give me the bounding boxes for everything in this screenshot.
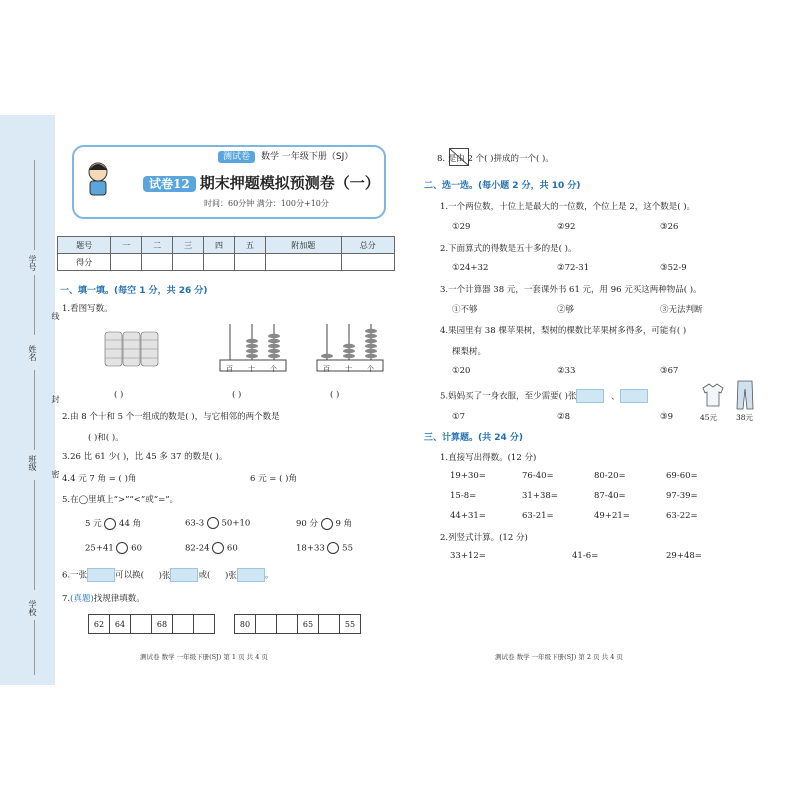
choice-5: 5.妈妈买了一身衣服，至少需要( )张 、 [440, 389, 648, 403]
vertical-calc-item[interactable]: 41-6= [572, 551, 599, 561]
place-label: 个 [270, 365, 277, 373]
banknote-icon [170, 568, 198, 582]
section-1-heading: 一、填一填。(每空 1 分，共 26 分) [60, 286, 208, 296]
section-2-heading: 二、选一选。(每小题 2 分，共 10 分) [424, 181, 581, 191]
page-title [143, 172, 380, 193]
choice-4-cont: 棵梨树。 [452, 347, 487, 357]
place-label: 十 [345, 365, 352, 373]
compare-item: 82-24 60 [185, 543, 238, 554]
side-label-line: 线 [51, 312, 60, 320]
side-rule [34, 480, 35, 590]
calc-item[interactable]: 63-22= [666, 511, 698, 521]
compare-item: 63-3 50+10 [185, 518, 251, 529]
answer-blank[interactable]: ( ) [232, 390, 242, 400]
series-tag: 测试卷 [218, 151, 255, 163]
answer-blank[interactable]: ( ) [114, 390, 124, 400]
choice-4: 4.果园里有 38 棵苹果树，梨树的棵数比苹果树多得多，可能有( ) [440, 326, 687, 336]
banknote-icon [87, 568, 115, 582]
exam-meta: 时间：60分钟 满分：100分+10分 [204, 199, 329, 208]
score-header: 四 [204, 237, 235, 254]
choice-option[interactable]: ③9 [660, 412, 674, 422]
page-1-footer: 测试卷 数学 一年级下册(SJ) 第 1 页 共 4 页 [140, 653, 268, 661]
score-header: 题号 [58, 237, 111, 254]
choice-option[interactable]: ③26 [660, 222, 679, 232]
side-rule [34, 370, 35, 450]
choice-option[interactable]: ②72-31 [557, 263, 590, 273]
seq-cell: 68 [152, 615, 173, 634]
section-3-heading: 三、计算题。(共 24 分) [424, 433, 524, 443]
series-text: 数学 一年级下册（SJ） [261, 152, 354, 162]
choice-3: 3.一个计算器 38 元，一套课外书 61 元，用 96 元买这两种物品( )。 [440, 285, 702, 295]
score-cell[interactable] [142, 254, 173, 271]
place-label: 百 [323, 365, 330, 373]
question-2: 2.由 8 个十和 5 个一组成的数是( )，与它相邻的两个数是 [62, 412, 280, 422]
stick-bundles-icon [104, 330, 159, 368]
score-header: 附加题 [265, 237, 341, 254]
calc-item[interactable]: 19+30= [450, 471, 486, 481]
side-rule [34, 275, 35, 335]
compare-item: 18+33 55 [296, 543, 353, 554]
compare-item: 5 元 44 角 [85, 519, 142, 529]
choice-2: 2.下面算式的得数是五十多的是( )。 [440, 244, 577, 254]
score-table [57, 236, 395, 271]
compare-circle[interactable] [327, 542, 339, 554]
choice-1: 1.一个两位数，十位上是最大的一位数，个位上是 2，这个数是( )。 [440, 202, 696, 212]
choice-option[interactable]: ②8 [557, 412, 571, 422]
shirt-price: 45元 [700, 413, 718, 422]
score-header: 二 [142, 237, 173, 254]
side-label-name: 姓名 [28, 345, 37, 361]
compare-item: 25+41 60 [85, 543, 142, 554]
trousers-price: 38元 [736, 413, 754, 422]
question-2-cont: ( )和( )。 [88, 433, 124, 443]
score-header: 一 [111, 237, 142, 254]
banknote-icon [237, 568, 265, 582]
compare-circle[interactable] [104, 518, 116, 530]
seq-cell: 65 [298, 615, 319, 634]
side-rule [34, 620, 35, 675]
calc-item[interactable]: 44+31= [450, 511, 486, 521]
calc-item[interactable]: 97-39= [666, 491, 698, 501]
side-label-secret: 密 [51, 470, 60, 478]
choice-option[interactable]: ③52-9 [660, 263, 687, 273]
seq-cell[interactable] [194, 615, 215, 634]
calc-item[interactable]: 63-21= [522, 511, 554, 521]
score-header: 总分 [341, 237, 394, 254]
vertical-calc-item[interactable]: 33+12= [450, 551, 486, 561]
calc-item[interactable]: 76-40= [522, 471, 554, 481]
question-3: 3.26 比 61 少( )，比 45 多 37 的数是( )。 [62, 452, 228, 462]
score-header: 五 [234, 237, 265, 254]
shirt-icon [700, 382, 726, 408]
cartoon-kid-icon [78, 158, 118, 198]
seq-cell: 55 [340, 615, 361, 634]
score-cell[interactable] [341, 254, 394, 271]
choice-option[interactable]: ①不够 [452, 305, 478, 315]
sequence-table-1 [88, 614, 215, 634]
calc-part-1: 1.直接写出得数。(12 分) [440, 453, 537, 463]
seq-cell[interactable] [173, 615, 194, 634]
calc-part-2: 2.列竖式计算。(12 分) [440, 533, 528, 543]
trousers-icon [736, 380, 754, 410]
question-6: 6.一张 可以换( )张 或( )张 。 [62, 568, 273, 582]
question-5: 5.在◯里填上“>”“<”或“=”。 [62, 495, 179, 505]
question-7: 7.(真题)找规律填数。 [62, 594, 145, 604]
sequence-table-2 [234, 614, 361, 634]
paper-number: 试卷12 [143, 176, 196, 192]
compare-circle[interactable] [207, 517, 219, 529]
score-cell[interactable] [234, 254, 265, 271]
score-cell[interactable] [265, 254, 341, 271]
seq-cell[interactable] [319, 615, 340, 634]
title-text: 期末押题模拟预测卷（一） [199, 174, 380, 192]
score-cell[interactable] [111, 254, 142, 271]
side-label-class: 班级 [28, 455, 37, 471]
choice-option[interactable]: ②33 [557, 366, 576, 376]
banknote-icon [576, 389, 604, 403]
score-header: 三 [173, 237, 204, 254]
seq-cell[interactable] [277, 615, 298, 634]
calc-item[interactable]: 80-20= [594, 471, 626, 481]
compare-circle[interactable] [321, 518, 333, 530]
calc-item[interactable]: 49+21= [594, 511, 630, 521]
place-label: 个 [367, 365, 374, 373]
score-cell[interactable] [173, 254, 204, 271]
vertical-calc-item[interactable]: 29+48= [666, 551, 702, 561]
place-label: 百 [226, 365, 233, 373]
choice-option[interactable]: ②92 [557, 222, 576, 232]
question-4a: 4.4 元 7 角 = ( )角 [62, 474, 137, 484]
compare-circle[interactable] [212, 542, 224, 554]
side-label-seal: 封 [51, 395, 60, 403]
choice-option[interactable]: ③67 [660, 366, 679, 376]
seq-cell: 62 [89, 615, 110, 634]
seq-cell: 80 [235, 615, 256, 634]
choice-option[interactable]: ②够 [557, 305, 575, 315]
calc-item[interactable]: 69-60= [666, 471, 698, 481]
seq-cell[interactable] [131, 615, 152, 634]
side-label-student-id: 学号 [28, 255, 37, 271]
seq-cell[interactable] [256, 615, 277, 634]
choice-option[interactable]: ③无法判断 [660, 305, 703, 315]
score-cell[interactable] [204, 254, 235, 271]
question-1: 1.看图写数。 [62, 304, 113, 314]
score-row-label: 得分 [58, 254, 111, 271]
question-8: 8. 是由 2 个( )拼成的一个( )。 [437, 154, 554, 164]
choice-option[interactable]: ①29 [452, 222, 471, 232]
calc-item[interactable]: 15-8= [450, 491, 477, 501]
calc-item[interactable]: 87-40= [594, 491, 626, 501]
compare-item: 90 分 9 角 [296, 519, 353, 529]
banknote-icon [620, 389, 648, 403]
series-line [218, 149, 353, 162]
choice-option[interactable]: ①24+32 [452, 263, 489, 273]
question-4b: 6 元 = ( )角 [250, 474, 297, 484]
side-rule [34, 160, 35, 250]
answer-blank[interactable]: ( ) [330, 390, 340, 400]
compare-circle[interactable] [116, 542, 128, 554]
seq-cell: 64 [110, 615, 131, 634]
place-label: 十 [248, 365, 255, 373]
calc-item[interactable]: 31+38= [522, 491, 558, 501]
page-2-footer: 测试卷 数学 一年级下册(SJ) 第 2 页 共 4 页 [495, 653, 623, 661]
side-label-school: 学校 [28, 600, 37, 616]
choice-option[interactable]: ①20 [452, 366, 471, 376]
choice-option[interactable]: ①7 [452, 412, 466, 422]
